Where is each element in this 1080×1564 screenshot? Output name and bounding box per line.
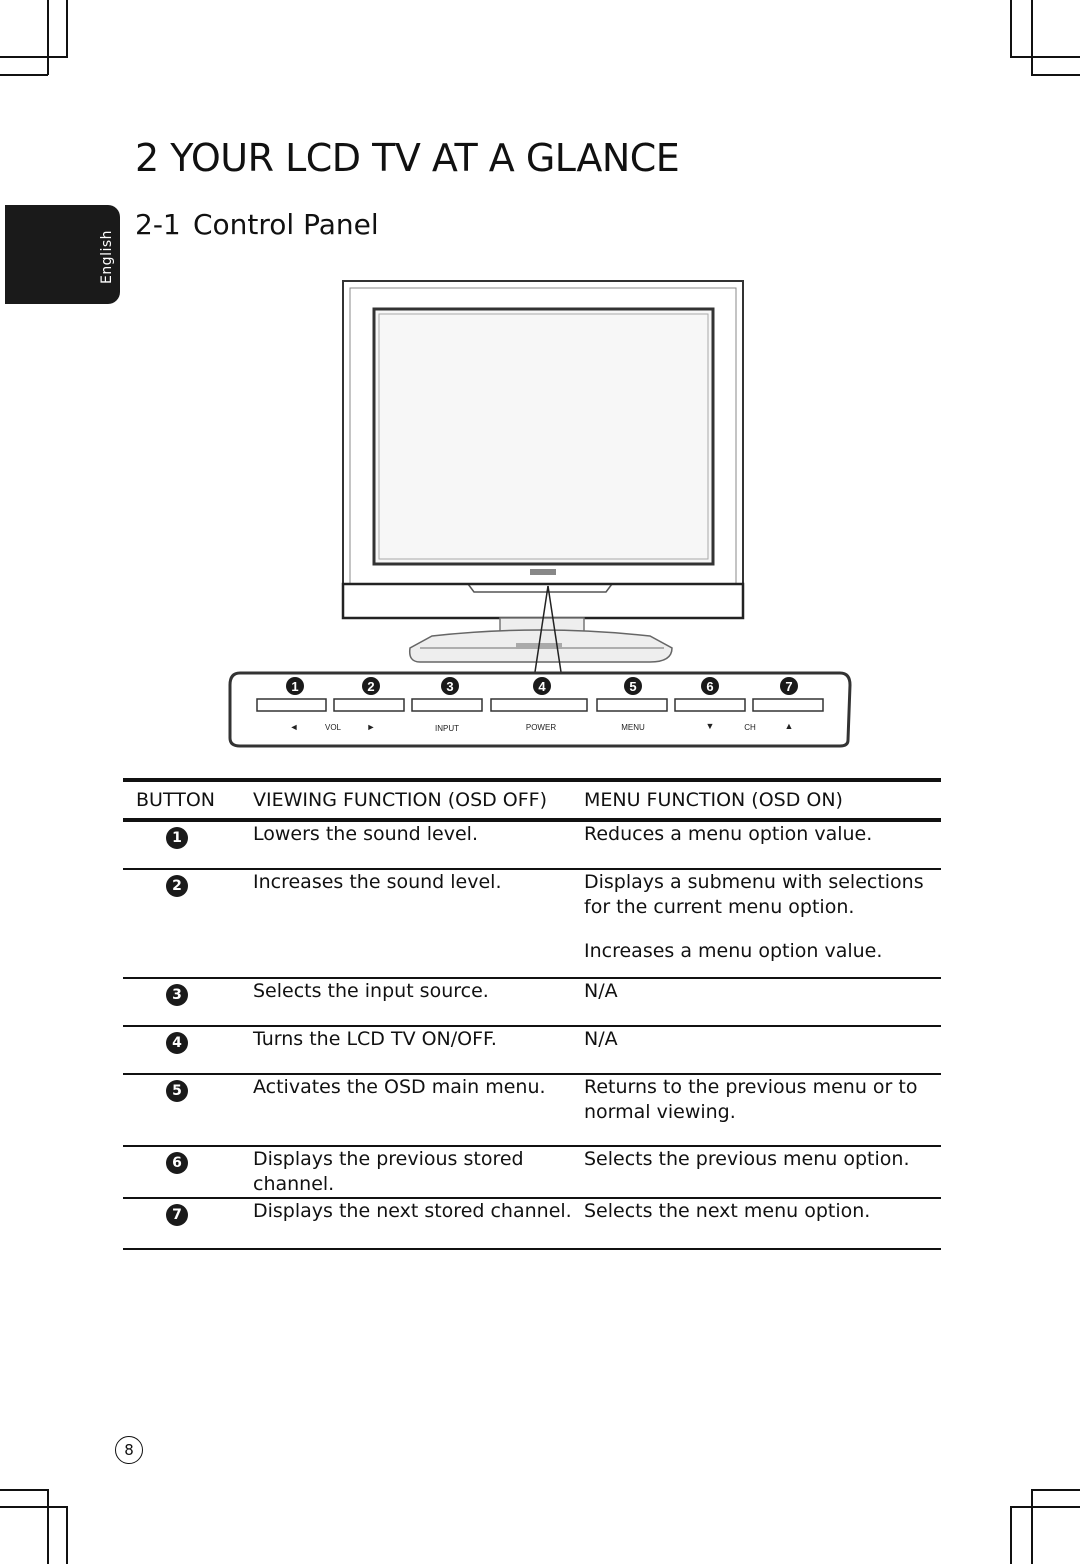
menu-function-text: N/A (584, 980, 618, 1002)
zoom-badge-6: 6 (706, 679, 714, 694)
button-number-badge: 6 (166, 1152, 188, 1174)
crop-mark (66, 1506, 68, 1564)
vol-left-icon: ◄ (289, 722, 299, 732)
section-heading (135, 208, 379, 241)
viewing-function-text: Activates the OSD main menu. (253, 1076, 546, 1098)
crop-mark (1011, 56, 1080, 58)
power-label: POWER (525, 723, 557, 732)
button-number-badge: 7 (166, 1204, 188, 1226)
crop-mark (1031, 1489, 1033, 1564)
ch-label: CH (744, 723, 756, 732)
zoom-badge-1: 1 (291, 679, 299, 694)
zoom-badge-2: 2 (367, 679, 375, 694)
button-number-badge: 5 (166, 1080, 188, 1102)
crop-mark (47, 0, 49, 75)
vol-right-icon: ► (366, 722, 376, 732)
viewing-function-text: Turns the LCD TV ON/OFF. (253, 1028, 497, 1050)
menu-function-text: Reduces a menu option value. (584, 823, 873, 845)
table-row (123, 869, 941, 978)
crop-mark (1031, 0, 1033, 75)
column-header-menu: MENU FUNCTION (OSD ON) (584, 780, 941, 820)
crop-mark (1031, 1489, 1080, 1491)
menu-function-text: N/A (584, 1028, 618, 1050)
menu-function-text: Returns to the previous menu or to normal viewing. (584, 1076, 918, 1123)
crop-mark (47, 1489, 49, 1564)
ch-down-icon: ▼ (705, 721, 715, 731)
button-number-badge: 3 (166, 984, 188, 1006)
menu-function-text: Displays a submenu with selections for the current menu option. (584, 871, 924, 918)
section-number: 2-1 (135, 208, 181, 241)
crop-mark (0, 1489, 48, 1491)
menu-label: MENU (621, 723, 645, 732)
crop-mark (1031, 74, 1080, 76)
menu-function-text: Selects the next menu option. (584, 1200, 871, 1222)
control-panel-table (123, 778, 941, 1250)
page-number: 8 (115, 1436, 143, 1464)
input-label: INPUT (435, 724, 459, 733)
tv-control-panel-illustration (225, 270, 855, 750)
zoom-badge-4: 4 (538, 679, 546, 694)
column-header-viewing: VIEWING FUNCTION (OSD OFF) (253, 780, 584, 820)
button-number-badge: 4 (166, 1032, 188, 1054)
page-title: 2 YOUR LCD TV AT A GLANCE (135, 136, 680, 180)
menu-function-text: Selects the previous menu option. (584, 1148, 910, 1170)
column-header-button: BUTTON (123, 780, 253, 820)
viewing-function-text: Lowers the sound level. (253, 823, 479, 845)
table-row (123, 1198, 941, 1249)
table-row (123, 1074, 941, 1146)
crop-mark (1010, 0, 1012, 58)
viewing-function-text: Displays the next stored channel. (253, 1200, 572, 1222)
table-row (123, 1026, 941, 1074)
ch-up-icon: ▲ (784, 721, 794, 731)
table-row (123, 1146, 941, 1198)
crop-mark (0, 56, 66, 58)
tv-screen (374, 309, 713, 564)
vol-label: VOL (324, 723, 342, 732)
crop-mark (1010, 1506, 1012, 1564)
crop-mark (1010, 1506, 1080, 1508)
button-number-badge: 2 (166, 875, 188, 897)
viewing-function-text: Selects the input source. (253, 980, 489, 1002)
language-tab (5, 205, 120, 304)
brand-logo (530, 569, 556, 575)
zoom-badge-5: 5 (629, 679, 637, 694)
table-header-row (123, 780, 941, 820)
crop-mark (0, 74, 48, 76)
button-number-badge: 1 (166, 827, 188, 849)
table-row (123, 978, 941, 1026)
menu-function-text: Increases a menu option value. (584, 940, 883, 962)
table-row (123, 820, 941, 869)
viewing-function-text: Increases the sound level. (253, 871, 502, 893)
crop-mark (66, 0, 68, 58)
zoom-badge-7: 7 (785, 679, 793, 694)
language-label: English (99, 229, 115, 285)
section-title: Control Panel (193, 208, 379, 241)
zoom-badge-3: 3 (446, 679, 454, 694)
crop-mark (0, 1506, 68, 1508)
viewing-function-text: Displays the previous stored channel. (253, 1148, 524, 1195)
